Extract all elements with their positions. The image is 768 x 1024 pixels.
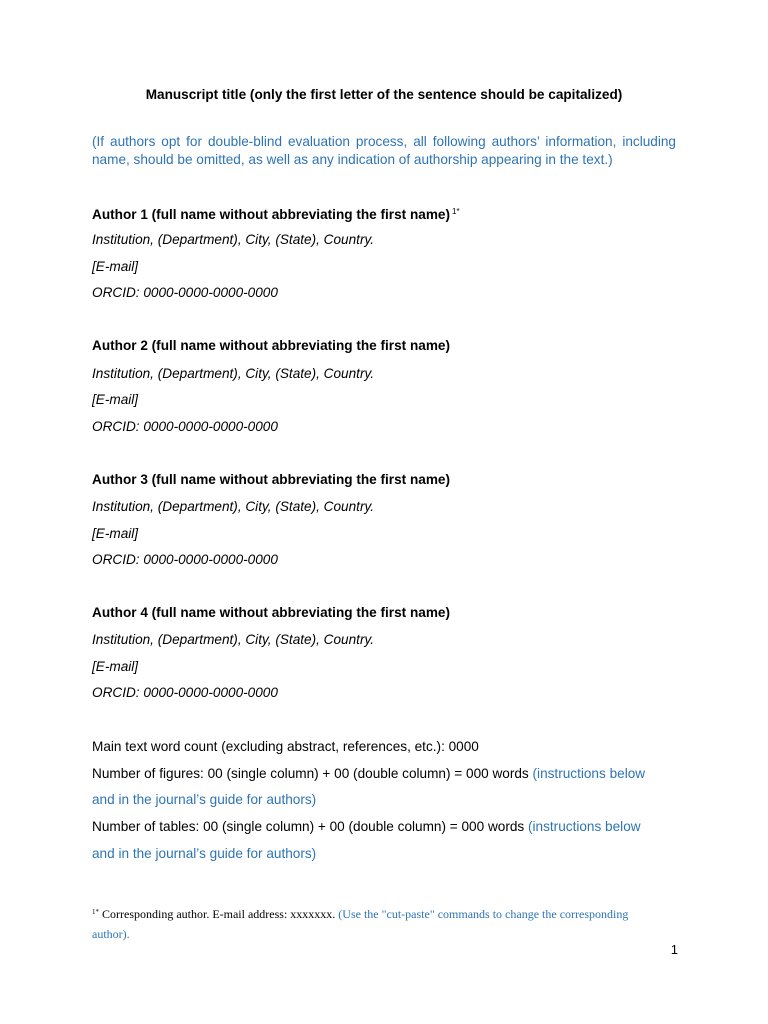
author-1-orcid: ORCID: 0000-0000-0000-0000 xyxy=(92,285,278,300)
author-4-email: [E-mail] xyxy=(92,659,139,674)
figures-count-line xyxy=(92,765,682,783)
manuscript-title: Manuscript title (only the first letter of the sentence should be capitalized) xyxy=(145,87,623,102)
author-2-name: Author 2 (full name without abbreviating the first name) xyxy=(92,338,450,353)
tables-count-line xyxy=(92,818,682,836)
author-3-email: [E-mail] xyxy=(92,526,139,541)
corresponding-author-footnote xyxy=(92,902,682,944)
author-4-name: Author 4 (full name without abbreviating the first name) xyxy=(92,605,450,620)
page-number: 1 xyxy=(670,942,678,957)
footnote-line-1 xyxy=(92,902,682,924)
figures-instruction-note: (instructions below xyxy=(532,766,646,781)
author-2-institution: Institution, (Department), City, (State), Country. xyxy=(92,366,375,381)
author-3-orcid: ORCID: 0000-0000-0000-0000 xyxy=(92,552,278,567)
author-1-name-text: Author 1 (full name without abbreviating the first name) xyxy=(92,207,450,222)
tables-count-text: Number of tables: 00 (single column) + 00 (double column) = 000 words xyxy=(92,819,525,834)
footnote-mark: 1* xyxy=(92,908,99,916)
author-1-email: [E-mail] xyxy=(92,259,139,274)
figures-count-text: Number of figures: 00 (single column) + 00 (double column) = 000 words xyxy=(92,766,529,781)
double-blind-instruction: (If authors opt for double-blind evaluation process, all following authors’ information, including name, should be omitted, as well as any indication of authorship appearing in the text.) xyxy=(92,134,676,168)
author-4-institution: Institution, (Department), City, (State), Country. xyxy=(92,632,375,647)
author-1-mark: 1* xyxy=(452,207,460,216)
footnote-instruction: (Use the "cut-paste" commands to change the corresponding xyxy=(338,907,629,921)
footnote-text: Corresponding author. E-mail address: xxxxxxx. xyxy=(102,907,336,921)
author-1-name xyxy=(92,203,682,224)
word-count-line: Main text word count (excluding abstract, references, etc.): 0000 xyxy=(92,739,479,754)
author-2-orcid: ORCID: 0000-0000-0000-0000 xyxy=(92,419,278,434)
author-3-name: Author 3 (full name without abbreviating the first name) xyxy=(92,472,450,487)
footnote-instruction-continued: author). xyxy=(92,927,130,941)
figures-instruction-note-continued: and in the journal’s guide for authors) xyxy=(92,792,317,807)
tables-instruction-note: (instructions below xyxy=(528,819,641,834)
author-1-institution: Institution, (Department), City, (State), Country. xyxy=(92,232,375,247)
author-4-orcid: ORCID: 0000-0000-0000-0000 xyxy=(92,685,278,700)
tables-instruction-note-continued: and in the journal’s guide for authors) xyxy=(92,846,317,861)
author-2-email: [E-mail] xyxy=(92,392,139,407)
author-3-institution: Institution, (Department), City, (State), Country. xyxy=(92,499,375,514)
